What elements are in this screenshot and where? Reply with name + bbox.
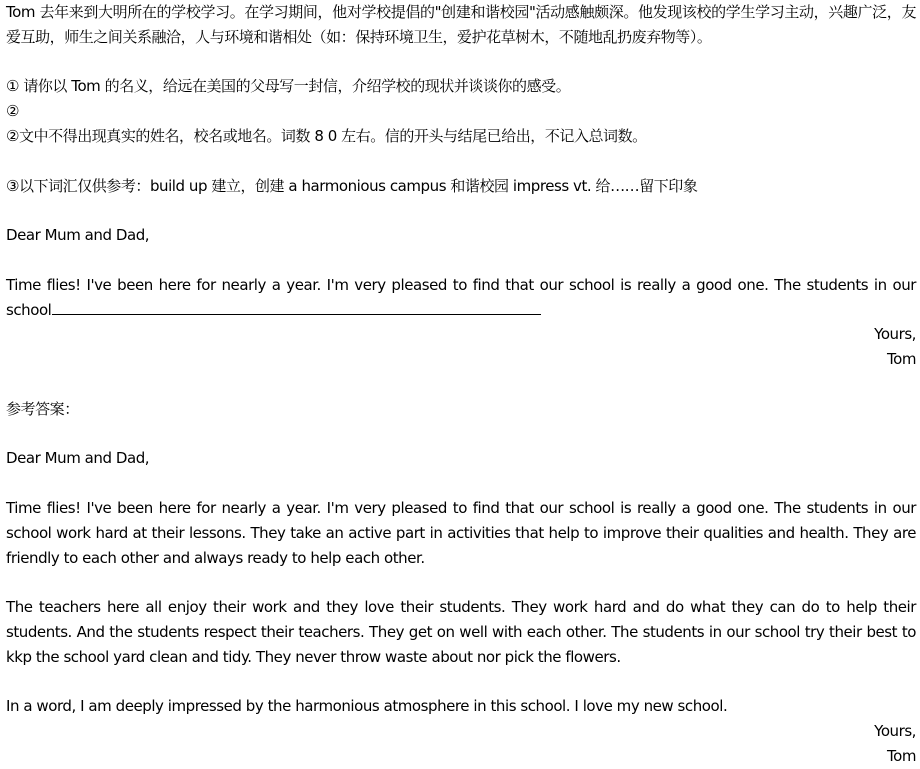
spacer: [6, 198, 916, 223]
answer-closing: Yours,: [874, 722, 916, 741]
template-signature: Tom: [886, 350, 916, 369]
template-closing: Yours,: [874, 325, 916, 344]
spacer: [6, 149, 916, 174]
answer-blank-line: [52, 313, 541, 315]
answer-paragraph-2: The teachers here all enjoy their work and they love their students. They work hard and do what they can do to help their students. And the students respect their teachers. They get on well with each other. The students in our school try their best to kkp the school yard clean and tidy. They never throw waste about nor pick the flowers.: [6, 598, 916, 666]
document-page: [6, 0, 916, 769]
spacer: [6, 670, 916, 695]
template-salutation: Dear Mum and Dad,: [6, 226, 150, 245]
spacer: [6, 471, 916, 496]
answer-paragraph-1: Time flies! I've been here for nearly a year. I'm very pleased to find that our school is really a good one. The students in our school work hard at their lessons. They take an active part in activities that help to improve their qualities and health. They are friendly to each other and always ready to help each other.: [6, 498, 916, 567]
requirement-2: ②文中不得出现真实的姓名，校名或地名。词数 8 0 左右。信的开头与结尾已给出，不记入总词数。: [6, 126, 647, 145]
task-intro: Tom 去年来到大明所在的学校学习。在学习期间，他对学校提倡的"创建和谐校园"活动感触颇深。他发现该校的学生学习主动，兴趣广泛，友爱互助，师生之间关系融洽，人与环境和谐相处（如：保持环境卫生，爱护花草树木，不随地乱扔废弃物等）。: [6, 3, 916, 46]
spacer: [6, 248, 916, 273]
requirement-3: ③以下词汇仅供参考：build up 建立，创建 a harmonious campus 和谐校园 impress vt. 给……留下印象: [6, 176, 698, 195]
answer-heading: 参考答案：: [6, 399, 79, 418]
spacer: [6, 50, 916, 75]
template-opening: [6, 273, 916, 323]
requirement-1: ① 请你以 Tom 的名义，给远在美国的父母写一封信，介绍学校的现状并谈谈你的感受。: [6, 77, 571, 96]
answer-paragraph-3: In a word, I am deeply impressed by the harmonious atmosphere in this school. I love my new school.: [6, 697, 728, 716]
spacer: [6, 422, 916, 447]
spacer: [6, 372, 916, 397]
spacer: [6, 570, 916, 595]
answer-salutation: Dear Mum and Dad,: [6, 449, 150, 468]
answer-signature: Tom: [886, 746, 916, 765]
template-opening-text: Time flies! I've been here for nearly a year. I'm very pleased to find that our school is really a good one. The students in our school: [6, 275, 916, 319]
requirement-2-marker: ②: [6, 102, 19, 121]
